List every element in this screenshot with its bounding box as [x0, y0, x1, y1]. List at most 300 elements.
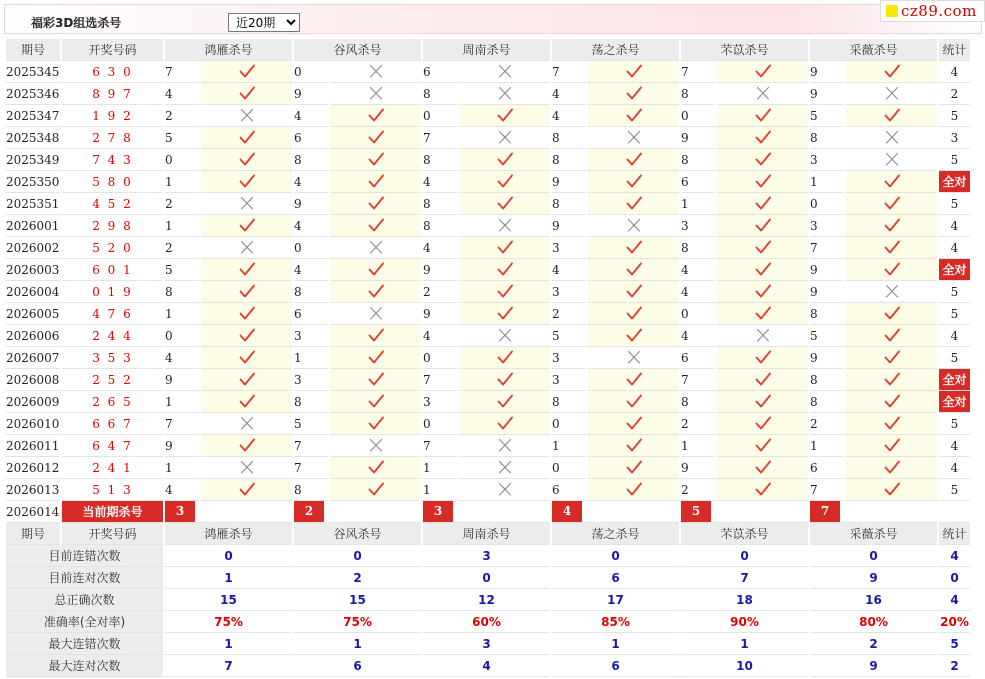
kill-number-cell: 3	[810, 149, 844, 171]
kill-number-cell: 7	[681, 369, 715, 391]
check-icon	[884, 328, 900, 343]
kill-number-cell: 4	[552, 83, 586, 105]
check-icon	[497, 394, 513, 409]
table-row	[6, 281, 970, 303]
check-icon	[755, 130, 771, 145]
kill-number-cell: 8	[294, 479, 328, 501]
issue-cell: 2026006	[6, 325, 60, 347]
kill-number-cell: 7	[165, 413, 199, 435]
draw-number-cell: 2 6 5	[62, 391, 163, 413]
current-kill-badge	[552, 501, 679, 523]
kill-status-cell	[459, 435, 550, 457]
kill-status-cell	[588, 193, 679, 215]
kill-number-cell: 3	[552, 347, 586, 369]
issue-cell: 2026003	[6, 259, 60, 281]
cross-icon	[497, 218, 513, 233]
table-row	[6, 369, 970, 391]
kill-number-cell: 4	[165, 347, 199, 369]
kill-status-cell	[201, 303, 292, 325]
table-row	[6, 215, 970, 237]
kill-number-cell: 7	[423, 369, 457, 391]
kill-number-cell: 4	[294, 259, 328, 281]
issue-cell: 2025345	[6, 61, 60, 83]
table-row	[6, 479, 970, 501]
summary-value: 75%	[294, 611, 421, 633]
kill-status-cell	[201, 457, 292, 479]
kill-number-cell: 1	[165, 171, 199, 193]
kill-number-cell: 1	[165, 457, 199, 479]
kill-number-cell: 9	[423, 259, 457, 281]
check-icon	[239, 394, 255, 409]
kill-status-cell	[846, 369, 937, 391]
kill-status-cell	[459, 83, 550, 105]
check-icon	[626, 86, 642, 101]
summary-row	[6, 589, 970, 611]
col-stat: 统计	[939, 523, 970, 545]
current-kill-badge	[165, 501, 292, 523]
table-row	[6, 105, 970, 127]
kill-number-cell: 1	[681, 193, 715, 215]
kill-status-cell	[330, 105, 421, 127]
summary-value: 1	[165, 633, 292, 655]
kill-status-cell	[330, 391, 421, 413]
kill-number-cell: 4	[294, 171, 328, 193]
kill-number-cell: 0	[423, 105, 457, 127]
kill-status-cell	[717, 105, 808, 127]
summary-value: 0	[810, 545, 937, 567]
kill-number-cell: 4	[294, 105, 328, 127]
check-icon	[884, 174, 900, 189]
summary-label: 目前连对次数	[6, 567, 163, 589]
current-kill-number: 7	[810, 501, 840, 522]
kill-status-cell	[717, 435, 808, 457]
check-icon	[497, 306, 513, 321]
summary-row	[6, 567, 970, 589]
cross-icon	[497, 438, 513, 453]
check-icon	[755, 482, 771, 497]
check-icon	[497, 284, 513, 299]
col-issue: 期号	[6, 523, 60, 545]
kill-number-cell: 5	[552, 325, 586, 347]
kill-number-cell: 6	[681, 171, 715, 193]
summary-value: 6	[552, 655, 679, 677]
kill-status-cell	[846, 127, 937, 149]
check-icon	[368, 328, 384, 343]
kill-number-cell: 2	[552, 303, 586, 325]
check-icon	[755, 64, 771, 79]
kill-number-cell: 6	[810, 457, 844, 479]
summary-value: 2	[939, 655, 970, 677]
kill-number-cell: 1	[810, 435, 844, 457]
kill-number-cell: 8	[552, 149, 586, 171]
kill-number-cell: 9	[810, 61, 844, 83]
kill-number-cell: 8	[810, 391, 844, 413]
kill-number-cell: 3	[552, 281, 586, 303]
cross-icon	[626, 130, 642, 145]
kill-number-cell: 8	[810, 369, 844, 391]
kill-status-cell	[846, 413, 937, 435]
check-icon	[239, 328, 255, 343]
cross-icon	[755, 86, 771, 101]
summary-row	[6, 545, 970, 567]
issue-cell: 2026004	[6, 281, 60, 303]
table-row	[6, 259, 970, 281]
kill-number-cell: 8	[423, 149, 457, 171]
full-correct-badge: 全对	[939, 259, 970, 281]
check-icon	[368, 152, 384, 167]
check-icon	[626, 196, 642, 211]
kill-number-cell: 9	[423, 303, 457, 325]
kill-status-cell	[588, 391, 679, 413]
current-kill-badge	[294, 501, 421, 523]
kill-status-cell	[588, 325, 679, 347]
kill-number-cell: 0	[294, 237, 328, 259]
kill-number-cell: 8	[810, 303, 844, 325]
kill-number-cell: 1	[165, 391, 199, 413]
kill-status-cell	[717, 171, 808, 193]
kill-status-cell	[717, 193, 808, 215]
issue-cell: 2026013	[6, 479, 60, 501]
kill-status-cell	[846, 237, 937, 259]
cross-icon	[368, 438, 384, 453]
check-icon	[755, 196, 771, 211]
kill-status-cell	[588, 259, 679, 281]
check-icon	[368, 350, 384, 365]
kill-number-cell: 9	[810, 83, 844, 105]
top-bar	[4, 4, 982, 34]
kill-status-cell	[846, 281, 937, 303]
check-icon	[884, 372, 900, 387]
draw-number-cell: 6 4 7	[62, 435, 163, 457]
kill-status-cell	[330, 413, 421, 435]
check-icon	[884, 240, 900, 255]
check-icon	[497, 152, 513, 167]
summary-value: 3	[423, 633, 550, 655]
issue-cell: 2025351	[6, 193, 60, 215]
current-kill-number: 4	[552, 501, 582, 522]
kill-number-cell: 4	[423, 171, 457, 193]
kill-number-cell: 4	[423, 325, 457, 347]
issue-cell: 2026001	[6, 215, 60, 237]
check-icon	[497, 262, 513, 277]
logo-square-icon	[886, 5, 898, 17]
stat-count-cell: 5	[939, 105, 970, 127]
kill-number-cell: 4	[165, 479, 199, 501]
table-row	[6, 83, 970, 105]
check-icon	[239, 482, 255, 497]
cross-icon	[497, 460, 513, 475]
summary-value: 10	[681, 655, 808, 677]
kill-number-cell: 3	[552, 237, 586, 259]
kill-status-cell	[459, 61, 550, 83]
col-expert: 荡之杀号	[552, 523, 679, 545]
kill-status-cell	[846, 347, 937, 369]
kill-status-cell	[330, 149, 421, 171]
check-icon	[755, 262, 771, 277]
summary-label: 最大连对次数	[6, 655, 163, 677]
kill-number-cell: 9	[810, 347, 844, 369]
kill-status-cell	[201, 127, 292, 149]
summary-value: 1	[552, 633, 679, 655]
kill-status-cell	[846, 325, 937, 347]
cross-icon	[239, 416, 255, 431]
kill-number-cell: 7	[165, 61, 199, 83]
kill-status-cell	[588, 479, 679, 501]
kill-number-cell: 2	[165, 237, 199, 259]
issue-cell: 2025346	[6, 83, 60, 105]
site-logo[interactable]	[880, 0, 985, 22]
kill-status-cell	[459, 457, 550, 479]
summary-label: 目前连错次数	[6, 545, 163, 567]
current-issue-cell: 2026014	[6, 501, 60, 523]
kill-status-cell	[588, 281, 679, 303]
check-icon	[368, 108, 384, 123]
kill-number-cell: 1	[423, 457, 457, 479]
check-icon	[884, 306, 900, 321]
kill-number-cell: 7	[810, 479, 844, 501]
kill-number-cell: 3	[423, 391, 457, 413]
kill-number-cell: 0	[552, 413, 586, 435]
stat-count-cell: 5	[939, 281, 970, 303]
issue-cell: 2025350	[6, 171, 60, 193]
kill-number-cell: 8	[294, 149, 328, 171]
kill-status-cell	[846, 391, 937, 413]
kill-number-cell: 9	[294, 193, 328, 215]
kill-number-cell: 8	[552, 127, 586, 149]
check-icon	[755, 240, 771, 255]
summary-value: 0	[294, 545, 421, 567]
summary-value: 6	[552, 567, 679, 589]
draw-number-cell: 2 7 8	[62, 127, 163, 149]
period-select[interactable]	[228, 13, 300, 32]
draw-number-cell: 1 9 2	[62, 105, 163, 127]
check-icon	[755, 306, 771, 321]
check-icon	[239, 306, 255, 321]
cross-icon	[497, 86, 513, 101]
summary-value: 85%	[552, 611, 679, 633]
kill-status-cell	[201, 369, 292, 391]
kill-number-cell: 4	[681, 281, 715, 303]
stat-count-cell: 4	[939, 61, 970, 83]
table-header-row	[6, 523, 970, 545]
stat-count-cell: 4	[939, 215, 970, 237]
col-draw: 开奖号码	[62, 39, 163, 61]
kill-number-cell: 7	[294, 435, 328, 457]
draw-number-cell: 4 5 2	[62, 193, 163, 215]
cross-icon	[368, 306, 384, 321]
col-expert: 芣苡杀号	[681, 39, 808, 61]
kill-number-cell: 9	[165, 369, 199, 391]
kill-status-cell	[330, 435, 421, 457]
kill-status-cell	[330, 215, 421, 237]
check-icon	[497, 350, 513, 365]
kill-status-cell	[717, 83, 808, 105]
kill-number-cell: 6	[423, 61, 457, 83]
kill-number-cell: 9	[681, 457, 715, 479]
table-row	[6, 237, 970, 259]
kill-number-cell: 0	[423, 347, 457, 369]
kill-status-cell	[459, 281, 550, 303]
cross-icon	[626, 350, 642, 365]
col-expert: 周南杀号	[423, 39, 550, 61]
current-issue-row	[6, 501, 970, 523]
check-icon	[884, 350, 900, 365]
draw-number-cell: 8 9 7	[62, 83, 163, 105]
kill-status-cell	[717, 347, 808, 369]
kill-number-cell: 6	[294, 127, 328, 149]
cross-icon	[497, 328, 513, 343]
check-icon	[239, 218, 255, 233]
kill-status-cell	[201, 325, 292, 347]
col-expert: 采薇杀号	[810, 39, 937, 61]
stat-count-cell: 5	[939, 149, 970, 171]
check-icon	[239, 174, 255, 189]
kill-number-cell: 1	[552, 435, 586, 457]
col-expert: 谷风杀号	[294, 39, 421, 61]
kill-number-table	[4, 39, 972, 677]
kill-status-cell	[717, 149, 808, 171]
kill-status-cell	[459, 479, 550, 501]
kill-status-cell	[846, 193, 937, 215]
kill-number-cell: 3	[294, 369, 328, 391]
kill-status-cell	[588, 369, 679, 391]
kill-number-cell: 3	[552, 369, 586, 391]
summary-value: 9	[810, 567, 937, 589]
check-icon	[626, 372, 642, 387]
stat-count-cell: 4	[939, 237, 970, 259]
stat-count-cell: 4	[939, 457, 970, 479]
summary-value: 18	[681, 589, 808, 611]
kill-number-cell: 8	[423, 83, 457, 105]
current-kill-badge	[681, 501, 808, 523]
summary-row	[6, 655, 970, 677]
cross-icon	[497, 482, 513, 497]
kill-status-cell	[459, 237, 550, 259]
kill-status-cell	[588, 413, 679, 435]
check-icon	[884, 196, 900, 211]
col-expert: 荡之杀号	[552, 39, 679, 61]
col-draw: 开奖号码	[62, 523, 163, 545]
kill-number-cell: 9	[681, 127, 715, 149]
col-expert: 芣苡杀号	[681, 523, 808, 545]
kill-status-cell	[846, 171, 937, 193]
check-icon	[497, 372, 513, 387]
table-row	[6, 347, 970, 369]
col-expert: 谷风杀号	[294, 523, 421, 545]
summary-value: 15	[294, 589, 421, 611]
draw-number-cell: 2 5 2	[62, 369, 163, 391]
kill-status-cell	[717, 127, 808, 149]
table-row	[6, 171, 970, 193]
kill-number-cell: 3	[681, 215, 715, 237]
kill-status-cell	[459, 193, 550, 215]
kill-status-cell	[846, 105, 937, 127]
draw-number-cell: 4 7 6	[62, 303, 163, 325]
kill-number-cell: 6	[552, 479, 586, 501]
kill-status-cell	[201, 237, 292, 259]
check-icon	[755, 372, 771, 387]
kill-status-cell	[459, 347, 550, 369]
kill-status-cell	[201, 149, 292, 171]
current-kill-number: 2	[294, 501, 324, 522]
kill-status-cell	[330, 83, 421, 105]
kill-status-cell	[846, 479, 937, 501]
check-icon	[239, 284, 255, 299]
check-icon	[239, 64, 255, 79]
table-header-row	[6, 39, 970, 61]
table-row	[6, 303, 970, 325]
draw-number-cell: 0 1 9	[62, 281, 163, 303]
kill-status-cell	[588, 83, 679, 105]
stat-count-cell: 4	[939, 325, 970, 347]
current-kill-number: 3	[165, 501, 195, 522]
cross-icon	[368, 240, 384, 255]
kill-status-cell	[201, 479, 292, 501]
kill-status-cell	[588, 237, 679, 259]
cross-icon	[497, 64, 513, 79]
cross-icon	[884, 284, 900, 299]
kill-status-cell	[846, 149, 937, 171]
check-icon	[239, 262, 255, 277]
kill-number-cell: 1	[165, 303, 199, 325]
kill-status-cell	[330, 347, 421, 369]
check-icon	[884, 482, 900, 497]
check-icon	[755, 438, 771, 453]
cross-icon	[884, 86, 900, 101]
kill-status-cell	[717, 369, 808, 391]
kill-number-cell: 5	[294, 413, 328, 435]
check-icon	[626, 482, 642, 497]
draw-number-cell: 6 3 0	[62, 61, 163, 83]
draw-number-cell: 6 6 7	[62, 413, 163, 435]
kill-number-cell: 0	[423, 413, 457, 435]
issue-cell: 2026010	[6, 413, 60, 435]
check-icon	[626, 438, 642, 453]
kill-status-cell	[459, 259, 550, 281]
kill-status-cell	[717, 391, 808, 413]
check-icon	[368, 196, 384, 211]
check-icon	[239, 350, 255, 365]
check-icon	[884, 394, 900, 409]
kill-number-cell: 8	[681, 83, 715, 105]
check-icon	[626, 152, 642, 167]
summary-value: 1	[165, 567, 292, 589]
kill-number-cell: 9	[552, 171, 586, 193]
kill-status-cell	[459, 215, 550, 237]
kill-status-cell	[717, 413, 808, 435]
kill-status-cell	[201, 171, 292, 193]
cross-icon	[626, 218, 642, 233]
kill-number-cell: 0	[552, 457, 586, 479]
check-icon	[497, 108, 513, 123]
kill-status-cell	[459, 325, 550, 347]
full-correct-badge: 全对	[939, 369, 970, 391]
cross-icon	[368, 64, 384, 79]
kill-number-cell: 0	[681, 303, 715, 325]
full-correct-badge: 全对	[939, 171, 970, 193]
kill-status-cell	[717, 237, 808, 259]
cross-icon	[239, 196, 255, 211]
table-row	[6, 193, 970, 215]
kill-status-cell	[459, 413, 550, 435]
kill-status-cell	[201, 281, 292, 303]
kill-status-cell	[846, 83, 937, 105]
summary-value: 90%	[681, 611, 808, 633]
summary-value: 2	[810, 633, 937, 655]
summary-value: 4	[423, 655, 550, 677]
full-correct-badge: 全对	[939, 391, 970, 413]
cross-icon	[755, 328, 771, 343]
